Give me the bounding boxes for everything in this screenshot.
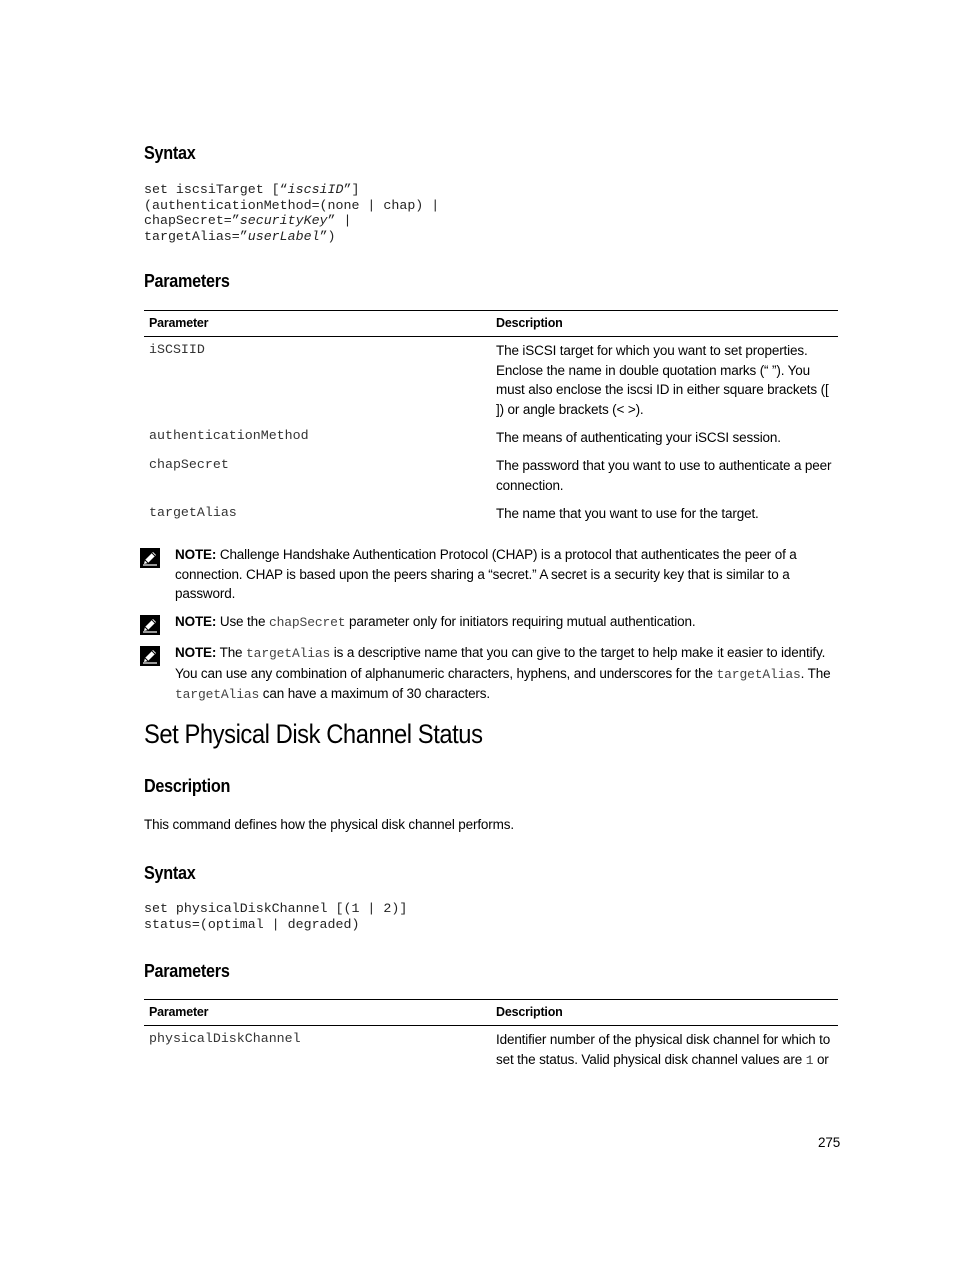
- note-body: The: [216, 645, 247, 660]
- table-cell-desc: The means of authenticating your iSCSI session.: [496, 430, 781, 445]
- syntax-heading: Syntax: [144, 143, 196, 163]
- table-cell-param: chapSecret: [149, 457, 229, 472]
- code-placeholder: userLabel: [247, 228, 320, 244]
- note-body: Challenge Handshake Authentication Protocol (CHAP) is a protocol that authenticates the peer of a connection. CHAP is based upon the peers sharing a “secret.” A secret is a security key that is similar to a password.: [175, 547, 797, 601]
- note-body: parameter only for initiators requiring mutual authentication.: [345, 614, 696, 629]
- code-text: (authenticationMethod=(none | chap) |: [144, 197, 440, 213]
- table-header-rule: [144, 1025, 838, 1026]
- code-placeholder: securityKey: [239, 213, 328, 228]
- code-text: ”): [319, 228, 336, 244]
- code-text: targetAlias=”: [144, 228, 248, 244]
- description-text: This command defines how the physical disk channel performs.: [144, 817, 514, 832]
- inline-code: chapSecret: [268, 615, 346, 630]
- table-top-rule: [144, 999, 838, 1000]
- table-cell-desc: [496, 1030, 836, 1070]
- code-text: set iscsiTarget [“: [144, 182, 288, 197]
- table-top-rule: [144, 310, 838, 311]
- note-label: NOTE:: [175, 614, 217, 629]
- note-body: . The: [800, 665, 831, 681]
- syntax-heading: Syntax: [144, 863, 196, 883]
- page-number: 275: [818, 1135, 841, 1150]
- section-title: Set Physical Disk Channel Status: [144, 719, 483, 749]
- note-label: NOTE:: [175, 645, 217, 660]
- note-targetalias: [175, 643, 840, 705]
- description-heading: Description: [144, 776, 231, 796]
- code-text: ”]: [343, 182, 360, 197]
- table-header-parameter: Parameter: [149, 316, 209, 330]
- note-pencil-icon: [140, 548, 160, 568]
- inline-code: targetAlias: [175, 687, 260, 702]
- syntax-code-block: [144, 182, 439, 244]
- code-text: set physicalDiskChannel [(1 | 2)]: [144, 901, 408, 916]
- note-label: NOTE:: [175, 547, 217, 562]
- inline-code: 1: [805, 1052, 814, 1068]
- table-header-rule: [144, 336, 838, 337]
- table-cell-param: physicalDiskChannel: [149, 1031, 301, 1046]
- note-chap: [175, 545, 840, 604]
- note-chapsecret: [175, 612, 840, 633]
- desc-text: Identifier number of the physical disk channel for which to set the status. Valid physical disk channel values are: [496, 1032, 831, 1067]
- inline-code: targetAlias: [246, 646, 331, 661]
- parameters-heading: Parameters: [144, 271, 230, 291]
- code-placeholder: iscsiID: [287, 182, 344, 197]
- note-pencil-icon: [140, 615, 160, 635]
- table-cell-desc: The name that you want to use for the target.: [496, 506, 759, 521]
- table-header-description: Description: [496, 1005, 563, 1019]
- code-text: chapSecret=”: [144, 213, 240, 228]
- inline-code: targetAlias: [716, 666, 801, 682]
- table-cell-desc: The password that you want to use to authenticate a peer connection.: [496, 458, 832, 493]
- note-body: Use the: [216, 614, 269, 629]
- table-cell-desc: The iSCSI target for which you want to set properties. Enclose the name in double quotation marks (“ ”). You must also enclose the iscsi ID in either square brackets ([ ]) or angle brackets (< >).: [496, 343, 829, 417]
- code-text: ” |: [327, 213, 352, 228]
- table-header-description: Description: [496, 316, 563, 330]
- table-cell-param: authenticationMethod: [149, 428, 309, 443]
- syntax-code-block: [144, 901, 407, 932]
- note-body: can have a maximum of 30 characters.: [259, 686, 490, 701]
- desc-text: or: [813, 1051, 829, 1067]
- note-pencil-icon: [140, 646, 160, 666]
- table-cell-param: iSCSIID: [149, 342, 205, 357]
- table-cell-param: targetAlias: [149, 505, 237, 520]
- code-text: status=(optimal | degraded): [144, 916, 360, 932]
- parameters-heading: Parameters: [144, 961, 230, 981]
- table-header-parameter: Parameter: [149, 1005, 209, 1019]
- note-body: is a descriptive name that you can give to the target to help make it easier to identify. You can use any combination of alphanumeric characters, hyphens, and underscores for the: [175, 645, 826, 681]
